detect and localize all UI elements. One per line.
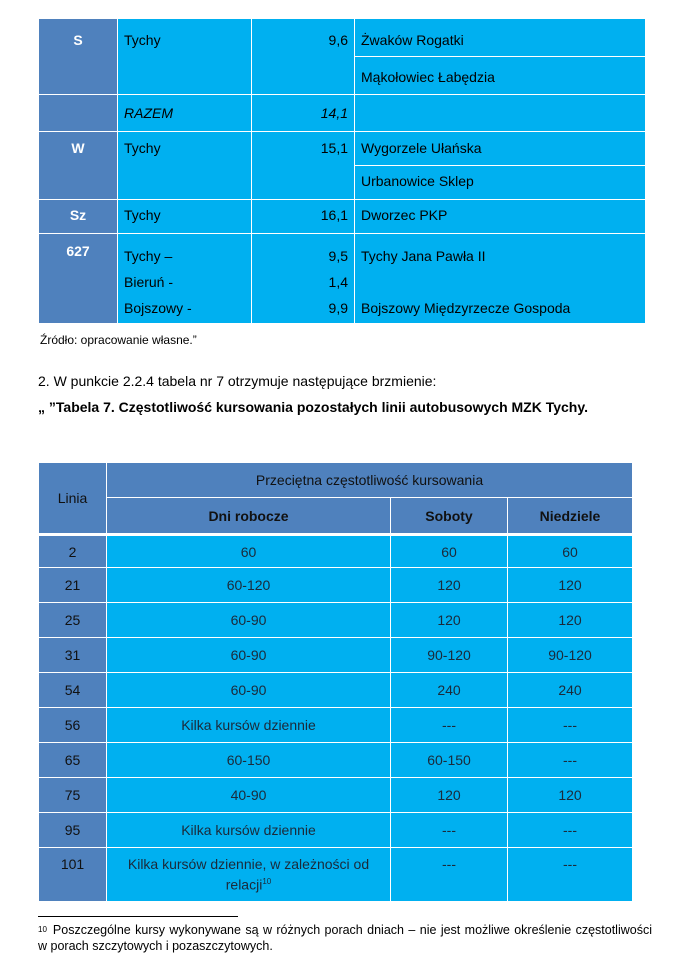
- sundays-cell: 60: [508, 535, 633, 568]
- saturdays-cell: ---: [391, 708, 508, 743]
- sundays-cell: 120: [508, 603, 633, 638]
- header-sundays: Niedziele: [508, 498, 633, 535]
- saturdays-cell: 120: [391, 778, 508, 813]
- line-cell: 21: [39, 568, 107, 603]
- route-stop: Urbanowice Sklep: [355, 166, 646, 200]
- saturdays-cell: 60: [391, 535, 508, 568]
- route-km: 9,9: [328, 300, 348, 316]
- weekdays-cell: Kilka kursów dziennie: [107, 813, 391, 848]
- footnote: [38, 922, 652, 954]
- sundays-cell: 120: [508, 778, 633, 813]
- sundays-cell: 240: [508, 673, 633, 708]
- sundays-cell: ---: [508, 708, 633, 743]
- route-name: Tychy –: [124, 248, 173, 264]
- saturdays-cell: 120: [391, 603, 508, 638]
- route-stop: [361, 269, 639, 295]
- route-stop: Mąkołowiec Łabędzia: [355, 57, 646, 95]
- footnote-text: Poszczególne kursy wykonywane są w różnych porach dniach – nie jest możliwe określenie częstotliwości w porach szczytowych i pozaszczytowych.: [38, 923, 652, 953]
- table-row: [39, 778, 633, 813]
- footnote-separator: [38, 916, 238, 917]
- table-row: [39, 603, 633, 638]
- weekdays-cell: 60-90: [107, 603, 391, 638]
- routes-table: [38, 18, 646, 324]
- route-stop: [355, 95, 646, 132]
- line-cell: 95: [39, 813, 107, 848]
- line-cell: 101: [39, 848, 107, 902]
- saturdays-cell: ---: [391, 813, 508, 848]
- line-cell: 25: [39, 603, 107, 638]
- saturdays-cell: 120: [391, 568, 508, 603]
- saturdays-cell: 90-120: [391, 638, 508, 673]
- route-names: [118, 234, 252, 324]
- row-label: 627: [39, 234, 118, 324]
- source-note: Źródło: opracowanie własne.”: [40, 333, 197, 347]
- route-stop: Wygorzele Ułańska: [355, 132, 646, 166]
- table-row: [39, 535, 633, 568]
- weekdays-cell: 60-120: [107, 568, 391, 603]
- table-row: [39, 813, 633, 848]
- route-km: 9,6: [252, 19, 355, 95]
- table-row: [39, 743, 633, 778]
- footnote-mark: 10: [38, 925, 47, 934]
- route-km: 9,5: [328, 248, 348, 264]
- table-row: [39, 708, 633, 743]
- route-stop: Dworzec PKP: [355, 200, 646, 234]
- paragraph: 2. W punkcie 2.2.4 tabela nr 7 otrzymuje następujące brzmienie:: [38, 373, 437, 389]
- route-stops: [355, 234, 646, 324]
- sundays-cell: ---: [508, 848, 633, 902]
- total-label: RAZEM: [118, 95, 252, 132]
- row-label: W: [39, 132, 118, 200]
- route-km: 16,1: [252, 200, 355, 234]
- saturdays-cell: ---: [391, 848, 508, 902]
- header-weekdays: Dni robocze: [107, 498, 391, 535]
- row-label: [39, 95, 118, 132]
- sundays-cell: ---: [508, 813, 633, 848]
- header-line: Linia: [39, 463, 107, 535]
- route-name: Bojszowy -: [124, 300, 192, 316]
- sundays-cell: 120: [508, 568, 633, 603]
- weekdays-cell: Kilka kursów dziennie: [107, 708, 391, 743]
- route-stop: Tychy Jana Pawła II: [361, 248, 486, 264]
- route-stop: Żwaków Rogatki: [355, 19, 646, 57]
- row-label: S: [39, 19, 118, 95]
- route-name: Tychy: [118, 19, 252, 95]
- table-row: [39, 673, 633, 708]
- route-km: 15,1: [252, 132, 355, 200]
- weekdays-text: Kilka kursów dziennie, w zależności od relacji: [127, 856, 370, 893]
- sundays-cell: ---: [508, 743, 633, 778]
- frequency-table: [38, 462, 633, 902]
- line-cell: 75: [39, 778, 107, 813]
- weekdays-cell: 60-150: [107, 743, 391, 778]
- row-label: Sz: [39, 200, 118, 234]
- header-saturdays: Soboty: [391, 498, 508, 535]
- route-km: 1,4: [328, 274, 348, 290]
- table-row: [39, 638, 633, 673]
- line-cell: 54: [39, 673, 107, 708]
- route-name: Tychy: [118, 132, 252, 200]
- line-cell: 56: [39, 708, 107, 743]
- saturdays-cell: 240: [391, 673, 508, 708]
- route-name: Tychy: [118, 200, 252, 234]
- footnote-ref: 10: [262, 877, 272, 886]
- line-cell: 65: [39, 743, 107, 778]
- saturdays-cell: 60-150: [391, 743, 508, 778]
- table-row: [39, 848, 633, 902]
- sundays-cell: 90-120: [508, 638, 633, 673]
- weekdays-cell: [107, 848, 391, 902]
- line-cell: 2: [39, 535, 107, 568]
- route-name: Bieruń -: [124, 274, 174, 290]
- weekdays-cell: 60-90: [107, 673, 391, 708]
- route-stop: Bojszowy Międzyrzecze Gospoda: [361, 300, 571, 316]
- weekdays-cell: 60: [107, 535, 391, 568]
- route-kms: [252, 234, 355, 324]
- weekdays-cell: 60-90: [107, 638, 391, 673]
- table-row: [39, 568, 633, 603]
- table-title: „ ”Tabela 7. Częstotliwość kursowania pozostałych linii autobusowych MZK Tychy.: [38, 399, 588, 415]
- total-km: 14,1: [252, 95, 355, 132]
- line-cell: 31: [39, 638, 107, 673]
- weekdays-cell: 40-90: [107, 778, 391, 813]
- header-group: Przeciętna częstotliwość kursowania: [107, 463, 633, 498]
